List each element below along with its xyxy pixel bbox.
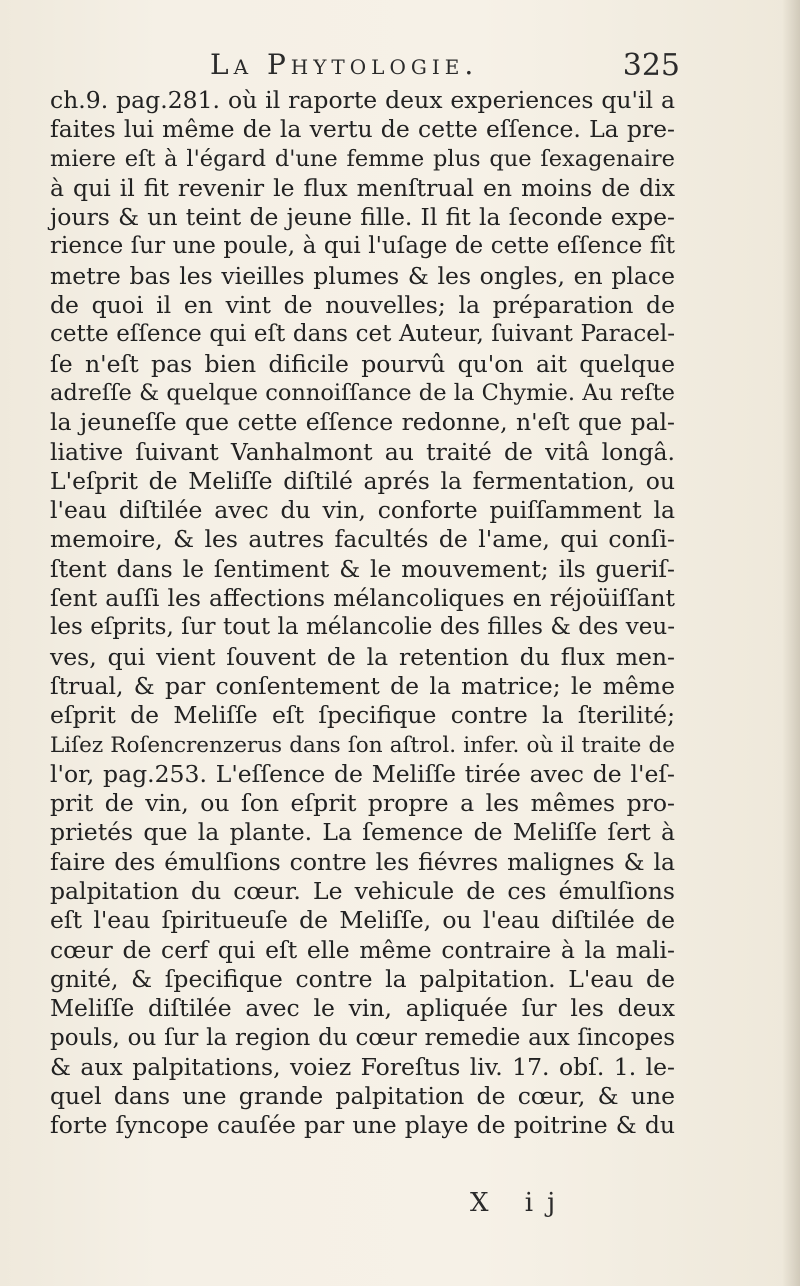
text-line: ſent auſſi les affections mélancoliques en réjoüiſſant xyxy=(50,584,675,613)
text-line: l'or, pag.253. L'eſſence de Meliſſe tirée avec de l'eſ- xyxy=(50,759,675,788)
text-line: ves, qui vient ſouvent de la retention du flux men- xyxy=(50,642,675,671)
text-line: gnité, & ſpecifique contre la palpitation. L'eau de xyxy=(50,964,675,993)
text-line: rience ſur une poule, à qui l'uſage de cette eſſence fît xyxy=(50,233,675,260)
text-line: les eſprits, ſur tout la mélancolie des filles & des veu- xyxy=(50,614,675,641)
text-line: cette eſſence qui eſt dans cet Auteur, ſuivant Paracel- xyxy=(50,321,675,348)
text-line: l'eau diſtilée avec du vin, conforte puiſſamment la xyxy=(50,496,675,525)
text-line: memoire, & les autres facultés de l'ame, qui conſi- xyxy=(50,525,675,554)
text-line: prit de vin, ou ſon eſprit propre a les mêmes pro- xyxy=(50,789,675,818)
text-line: Meliſſe diſtilée avec le vin, apliquée ſur les deux xyxy=(50,994,675,1023)
text-line: la jeuneſſe que cette eſſence redonne, n'eſt que pal- xyxy=(50,408,675,437)
text-line: liative ſuivant Vanhalmont au traité de vitâ longâ. xyxy=(50,437,675,466)
page-edge-shadow xyxy=(782,0,800,1286)
text-line: de quoi il en vint de nouvelles; la préparation de xyxy=(50,291,675,320)
text-line: forte ſyncope cauſée par une playe de poitrine & du xyxy=(50,1111,675,1140)
text-line: & aux palpitations, voiez Foreſtus liv. 17. obſ. 1. le- xyxy=(50,1052,675,1081)
text-line: prietés que la plante. La ſemence de Meliſſe ſert à xyxy=(50,818,675,847)
text-line: ſtent dans le ſentiment & le mouvement; ils gueriſ- xyxy=(50,554,675,583)
text-line: metre bas les vieilles plumes & les ongles, en place xyxy=(50,261,675,290)
text-line: palpitation du cœur. Le vehicule de ces émulſions xyxy=(50,877,675,906)
text-line: faites lui même de la vertu de cette eſſence. La pre- xyxy=(50,115,675,144)
text-line: faire des émulſions contre les fiévres malignes & la xyxy=(50,847,675,876)
signature-mark: X ij xyxy=(470,1188,570,1218)
text-line: à qui il fit revenir le flux menſtrual en moins de dix xyxy=(50,173,675,202)
body-text xyxy=(50,86,675,1141)
text-line: pouls, ou ſur la region du cœur remedie aux ſincopes xyxy=(50,1024,675,1051)
text-line: eſt l'eau ſpiritueuſe de Meliſſe, ou l'eau diſtilée de xyxy=(50,906,675,935)
text-line: Liſez Roſencrenzerus dans ſon aſtrol. infer. où il traite de xyxy=(50,732,675,758)
text-line: quel dans une grande palpitation de cœur, & une xyxy=(50,1082,675,1111)
text-line: miere eſt à l'égard d'une femme plus que ſexagenaire xyxy=(50,145,675,172)
page-header xyxy=(60,48,680,88)
text-line: ſtrual, & par conſentement de la matrice; le même xyxy=(50,671,675,700)
text-line: adreſſe & quelque connoiſſance de la Chymie. Au reſte xyxy=(50,379,675,406)
text-line: L'eſprit de Meliſſe diſtilé aprés la fermentation, ou xyxy=(50,466,675,495)
page-number: 325 xyxy=(622,48,680,83)
text-line: eſprit de Meliſſe eſt ſpecifique contre la ſterilité; xyxy=(50,701,675,730)
text-line: ch.9. pag.281. où il raporte deux experiences qu'il a xyxy=(50,86,675,114)
running-title: La Phytologie. xyxy=(210,48,479,81)
text-line: ſe n'eſt pas bien dificile pourvû qu'on ait quelque xyxy=(50,349,675,378)
text-line: jours & un teint de jeune fille. Il fit la ſeconde expe- xyxy=(50,203,675,232)
text-line: cœur de cerf qui eſt elle même contraire à la mali- xyxy=(50,935,675,964)
